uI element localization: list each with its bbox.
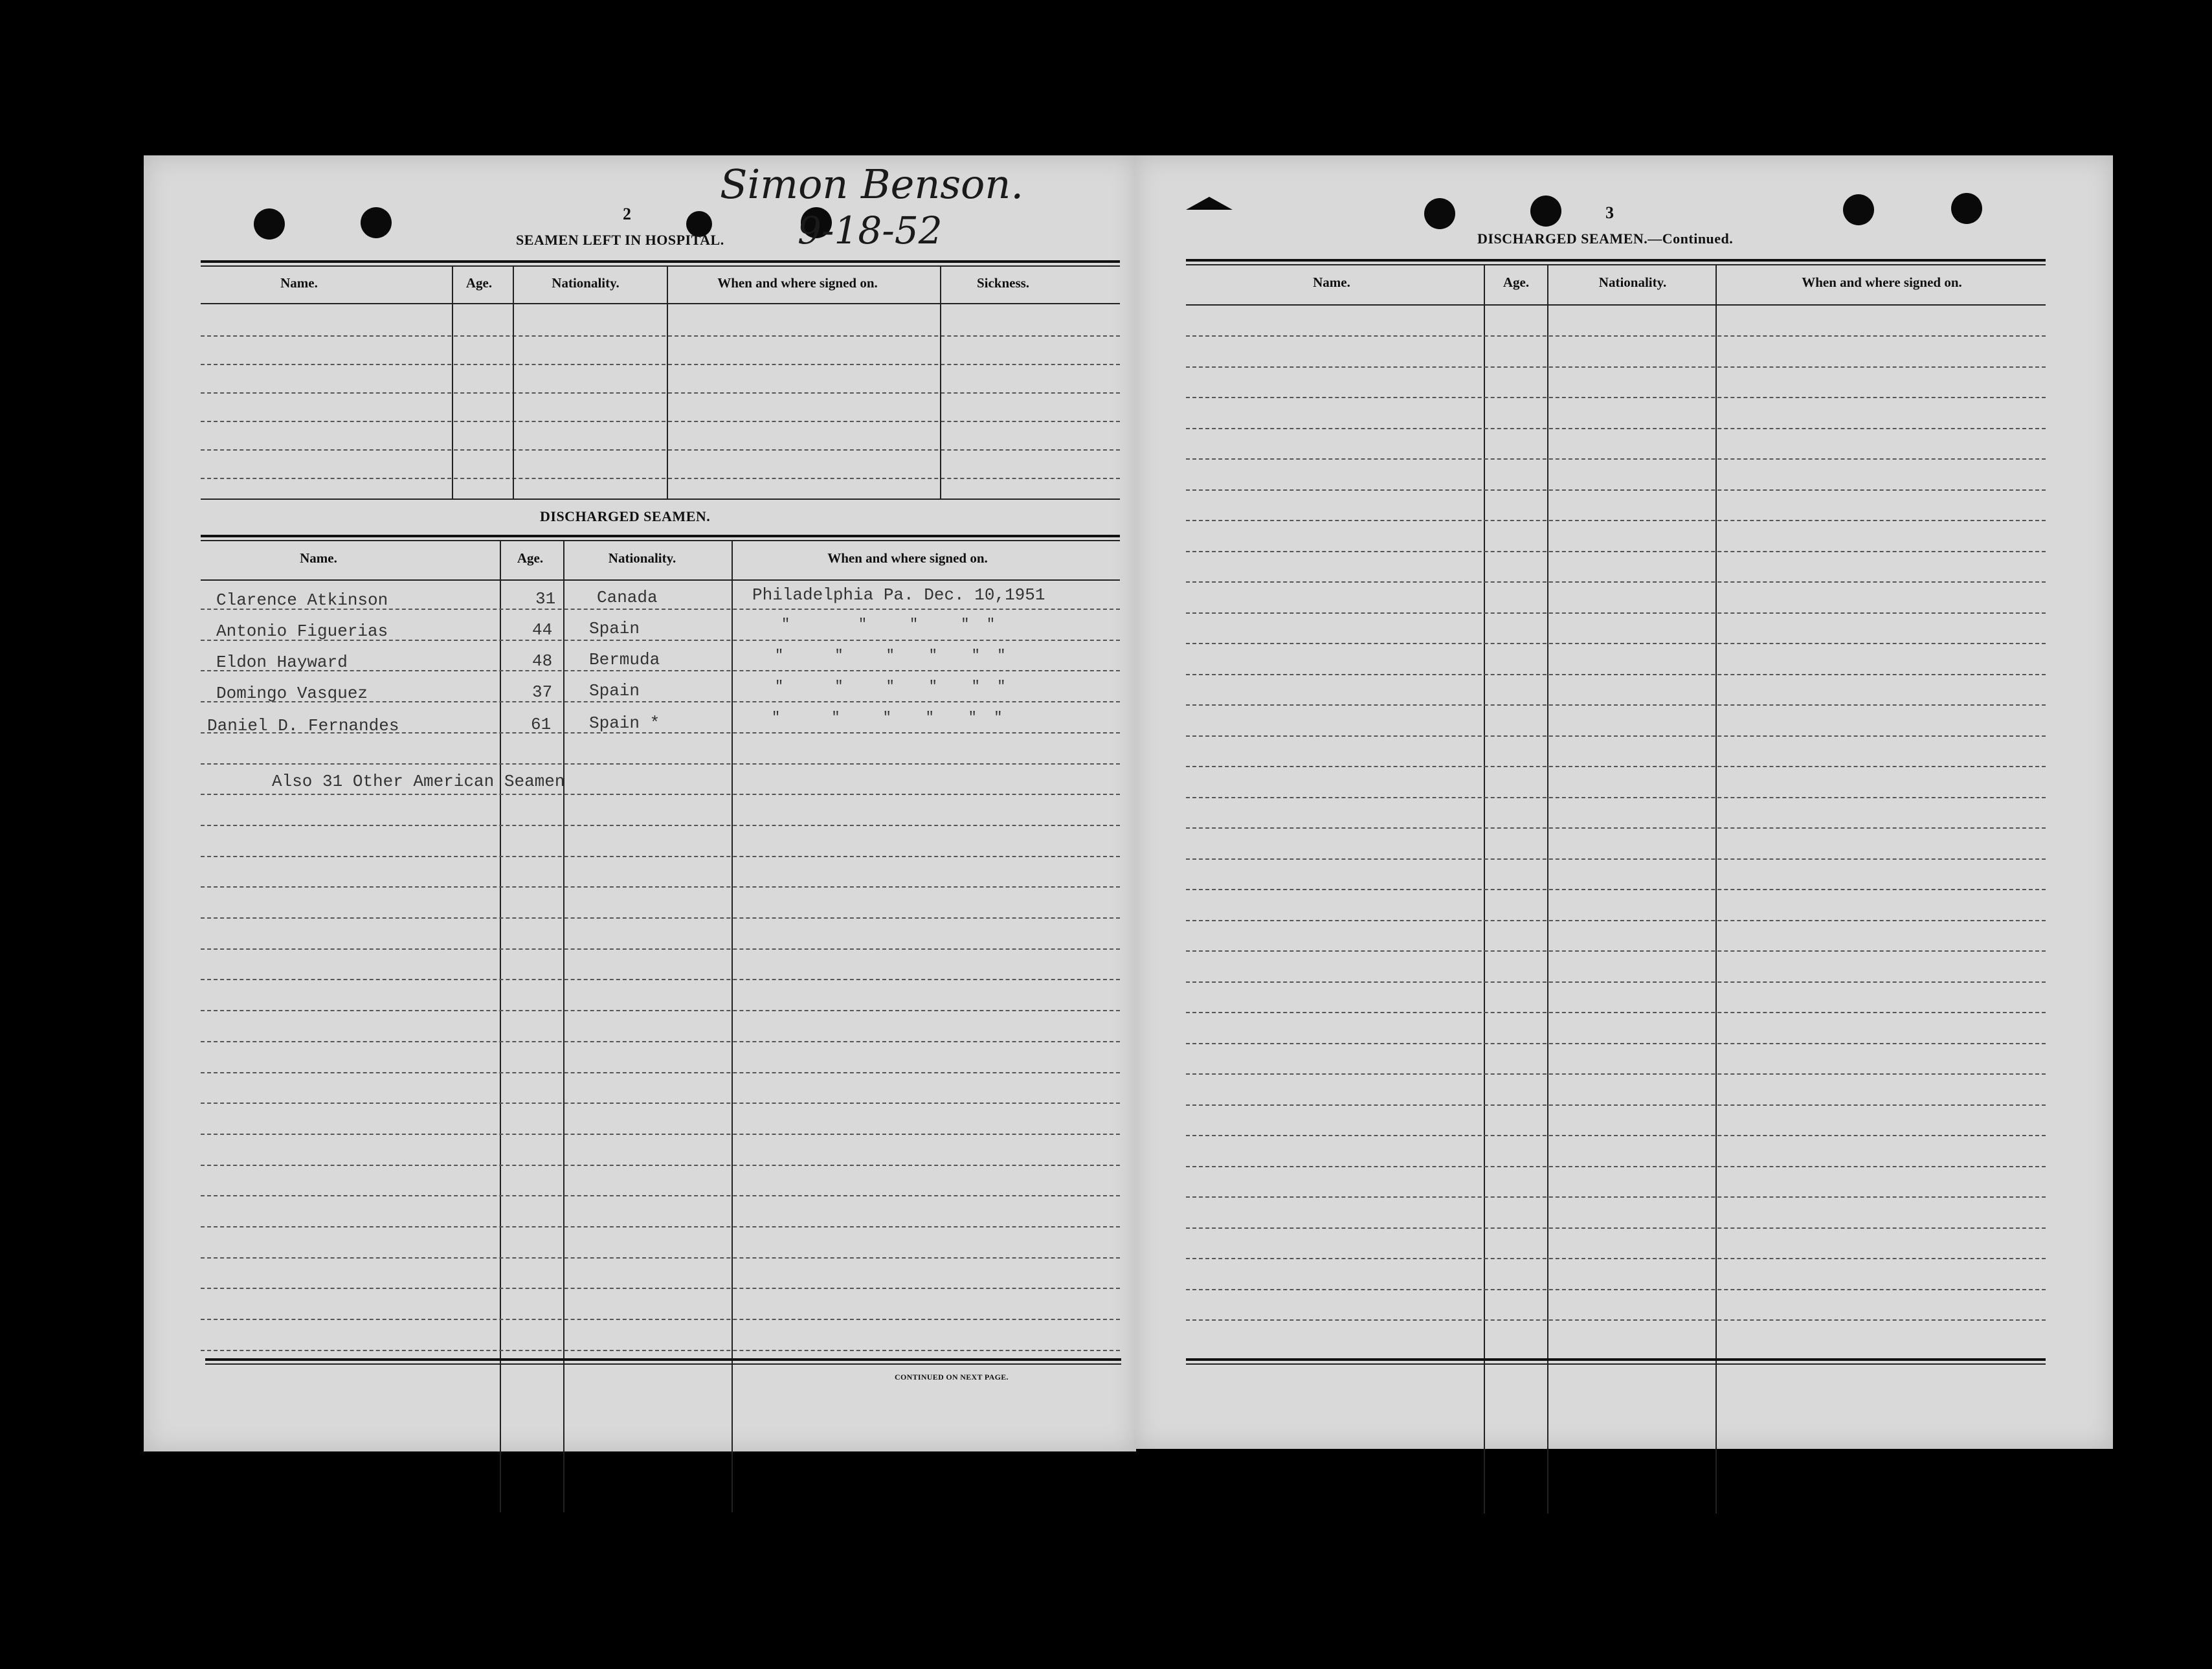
dotted-row (201, 1257, 1120, 1259)
dotted-row (201, 1010, 1120, 1011)
dotted-row (201, 917, 1120, 919)
dotted-row (1186, 551, 2046, 552)
dotted-row (1186, 674, 2046, 675)
dotted-row (1186, 827, 2046, 829)
dotted-row (201, 825, 1120, 826)
seaman-nationality: Spain (589, 619, 640, 638)
dotted-row (1186, 489, 2046, 491)
column-header-nationality: Nationality. (1598, 274, 1667, 290)
column-header-sickness: Sickness. (976, 275, 1030, 291)
column-divider (732, 540, 733, 1512)
seaman-nationality: Bermuda (589, 650, 660, 669)
dotted-row (201, 1319, 1120, 1320)
dotted-row (201, 1134, 1120, 1135)
seaman-signed-on: " " " " " " (775, 647, 1006, 664)
seaman-signed-on: Philadelphia Pa. Dec. 10,1951 (752, 585, 1045, 605)
seaman-name: Daniel D. Fernandes (207, 716, 399, 735)
dotted-row (201, 1072, 1120, 1073)
page-number: 3 (1605, 203, 1614, 222)
table-rule (201, 540, 1120, 541)
hospital-section-title: SEAMEN LEFT IN HOSPITAL. (516, 232, 724, 248)
dotted-row (1186, 920, 2046, 921)
seaman-age: 31 (535, 589, 556, 609)
seaman-age: 44 (532, 620, 553, 640)
dotted-row (1186, 520, 2046, 521)
continued-note: CONTINUED ON NEXT PAGE. (895, 1372, 1009, 1382)
column-header-signed-on: When and where signed on. (1802, 274, 1962, 290)
page-title: DISCHARGED SEAMEN.—Continued. (1477, 230, 1734, 247)
table-rule (205, 1363, 1121, 1365)
dotted-row (201, 392, 1120, 394)
dotted-row (201, 1165, 1120, 1166)
punch-hole (1424, 198, 1455, 229)
table-rule (1186, 259, 2046, 262)
dotted-row (201, 1103, 1120, 1104)
column-header-signed-on: When and where signed on. (827, 550, 988, 566)
seaman-signed-on: " " " " " " (772, 710, 1003, 726)
dotted-row (201, 1288, 1120, 1289)
dotted-row (201, 856, 1120, 857)
column-divider (513, 265, 514, 498)
page-number: 2 (623, 205, 631, 223)
seaman-signed-on: " " " " " " (775, 678, 1006, 695)
dotted-row (1186, 704, 2046, 706)
dotted-row (1186, 1012, 2046, 1013)
discharged-section-title: DISCHARGED SEAMEN. (540, 508, 711, 524)
table-rule (1186, 264, 2046, 265)
column-divider (452, 265, 453, 498)
dotted-row (201, 794, 1120, 795)
column-header-age: Age. (517, 550, 544, 566)
table-rule (1186, 1363, 2046, 1365)
additional-seamen-note: Also 31 Other American Seamen (272, 772, 565, 791)
seaman-name: Antonio Figuerias (216, 622, 388, 641)
dotted-row (1186, 1258, 2046, 1259)
dotted-row (201, 1195, 1120, 1196)
dotted-row (201, 948, 1120, 950)
dotted-row (201, 1350, 1120, 1351)
dotted-row (1186, 797, 2046, 798)
dotted-row (1186, 612, 2046, 614)
dotted-row (1186, 366, 2046, 368)
table-rule (1186, 1358, 2046, 1361)
table-rule (201, 498, 1120, 500)
punch-mark (1186, 197, 1233, 210)
dotted-row (1186, 858, 2046, 860)
table-rule (201, 265, 1120, 267)
column-divider (940, 265, 941, 498)
column-header-age: Age. (1503, 274, 1530, 290)
column-divider (667, 265, 668, 498)
dotted-row (1186, 766, 2046, 767)
table-rule (201, 579, 1120, 581)
seaman-nationality: Spain (589, 681, 640, 700)
dotted-row (1186, 981, 2046, 983)
dotted-row (1186, 1227, 2046, 1229)
dotted-row (201, 763, 1120, 765)
dotted-row (1186, 1135, 2046, 1136)
dotted-row (201, 1226, 1120, 1227)
table-rule (205, 1358, 1121, 1361)
table-rule (201, 303, 1120, 304)
seaman-name: Eldon Hayward (216, 653, 348, 672)
dotted-row (1186, 335, 2046, 337)
column-header-age: Age. (465, 275, 493, 291)
dotted-row (1186, 1196, 2046, 1198)
dotted-row (201, 421, 1120, 422)
dotted-row (1186, 1319, 2046, 1321)
column-header-nationality: Nationality. (608, 550, 676, 566)
column-header-name: Name. (280, 275, 318, 291)
table-rule (201, 260, 1120, 263)
column-header-name: Name. (1313, 274, 1350, 290)
seaman-age: 48 (532, 651, 553, 671)
dotted-row (201, 979, 1120, 980)
column-header-nationality: Nationality. (552, 275, 620, 291)
seaman-signed-on: " " " " " (781, 616, 996, 633)
column-divider (563, 540, 564, 1512)
handwritten-name: Simon Benson. (720, 161, 1024, 208)
seaman-name: Domingo Vasquez (216, 684, 368, 703)
punch-hole (361, 207, 392, 238)
dotted-row (1186, 1166, 2046, 1167)
dotted-row (1186, 581, 2046, 583)
table-rule (201, 535, 1120, 537)
handwritten-date: 9-18-52 (798, 208, 943, 252)
column-header-name: Name. (300, 550, 337, 566)
dotted-row (1186, 735, 2046, 737)
left-page (144, 155, 1136, 1451)
dotted-row (1186, 950, 2046, 952)
dotted-row (201, 449, 1120, 451)
dotted-row (201, 886, 1120, 888)
punch-hole (1951, 193, 1982, 224)
punch-hole (1843, 194, 1874, 225)
dotted-row (1186, 428, 2046, 429)
dotted-row (1186, 1289, 2046, 1290)
seaman-name: Clarence Atkinson (216, 590, 388, 610)
seaman-nationality: Canada (597, 588, 658, 607)
dotted-row (201, 364, 1120, 365)
dotted-row (1186, 889, 2046, 890)
column-divider (500, 540, 501, 1512)
column-header-signed-on: When and where signed on. (717, 275, 878, 291)
right-page (1134, 155, 2113, 1449)
seaman-age: 37 (532, 682, 553, 702)
dotted-row (1186, 1104, 2046, 1106)
dotted-row (201, 1041, 1120, 1042)
dotted-row (1186, 458, 2046, 460)
dotted-row (1186, 1073, 2046, 1075)
table-rule (1186, 304, 2046, 306)
dotted-row (1186, 397, 2046, 398)
dotted-row (1186, 643, 2046, 644)
punch-hole (1530, 196, 1561, 227)
dotted-row (1186, 1043, 2046, 1044)
dotted-row (201, 335, 1120, 337)
seaman-age: 61 (531, 715, 552, 734)
dotted-row (201, 478, 1120, 479)
seaman-nationality: Spain * (589, 713, 660, 733)
punch-hole (254, 208, 285, 240)
